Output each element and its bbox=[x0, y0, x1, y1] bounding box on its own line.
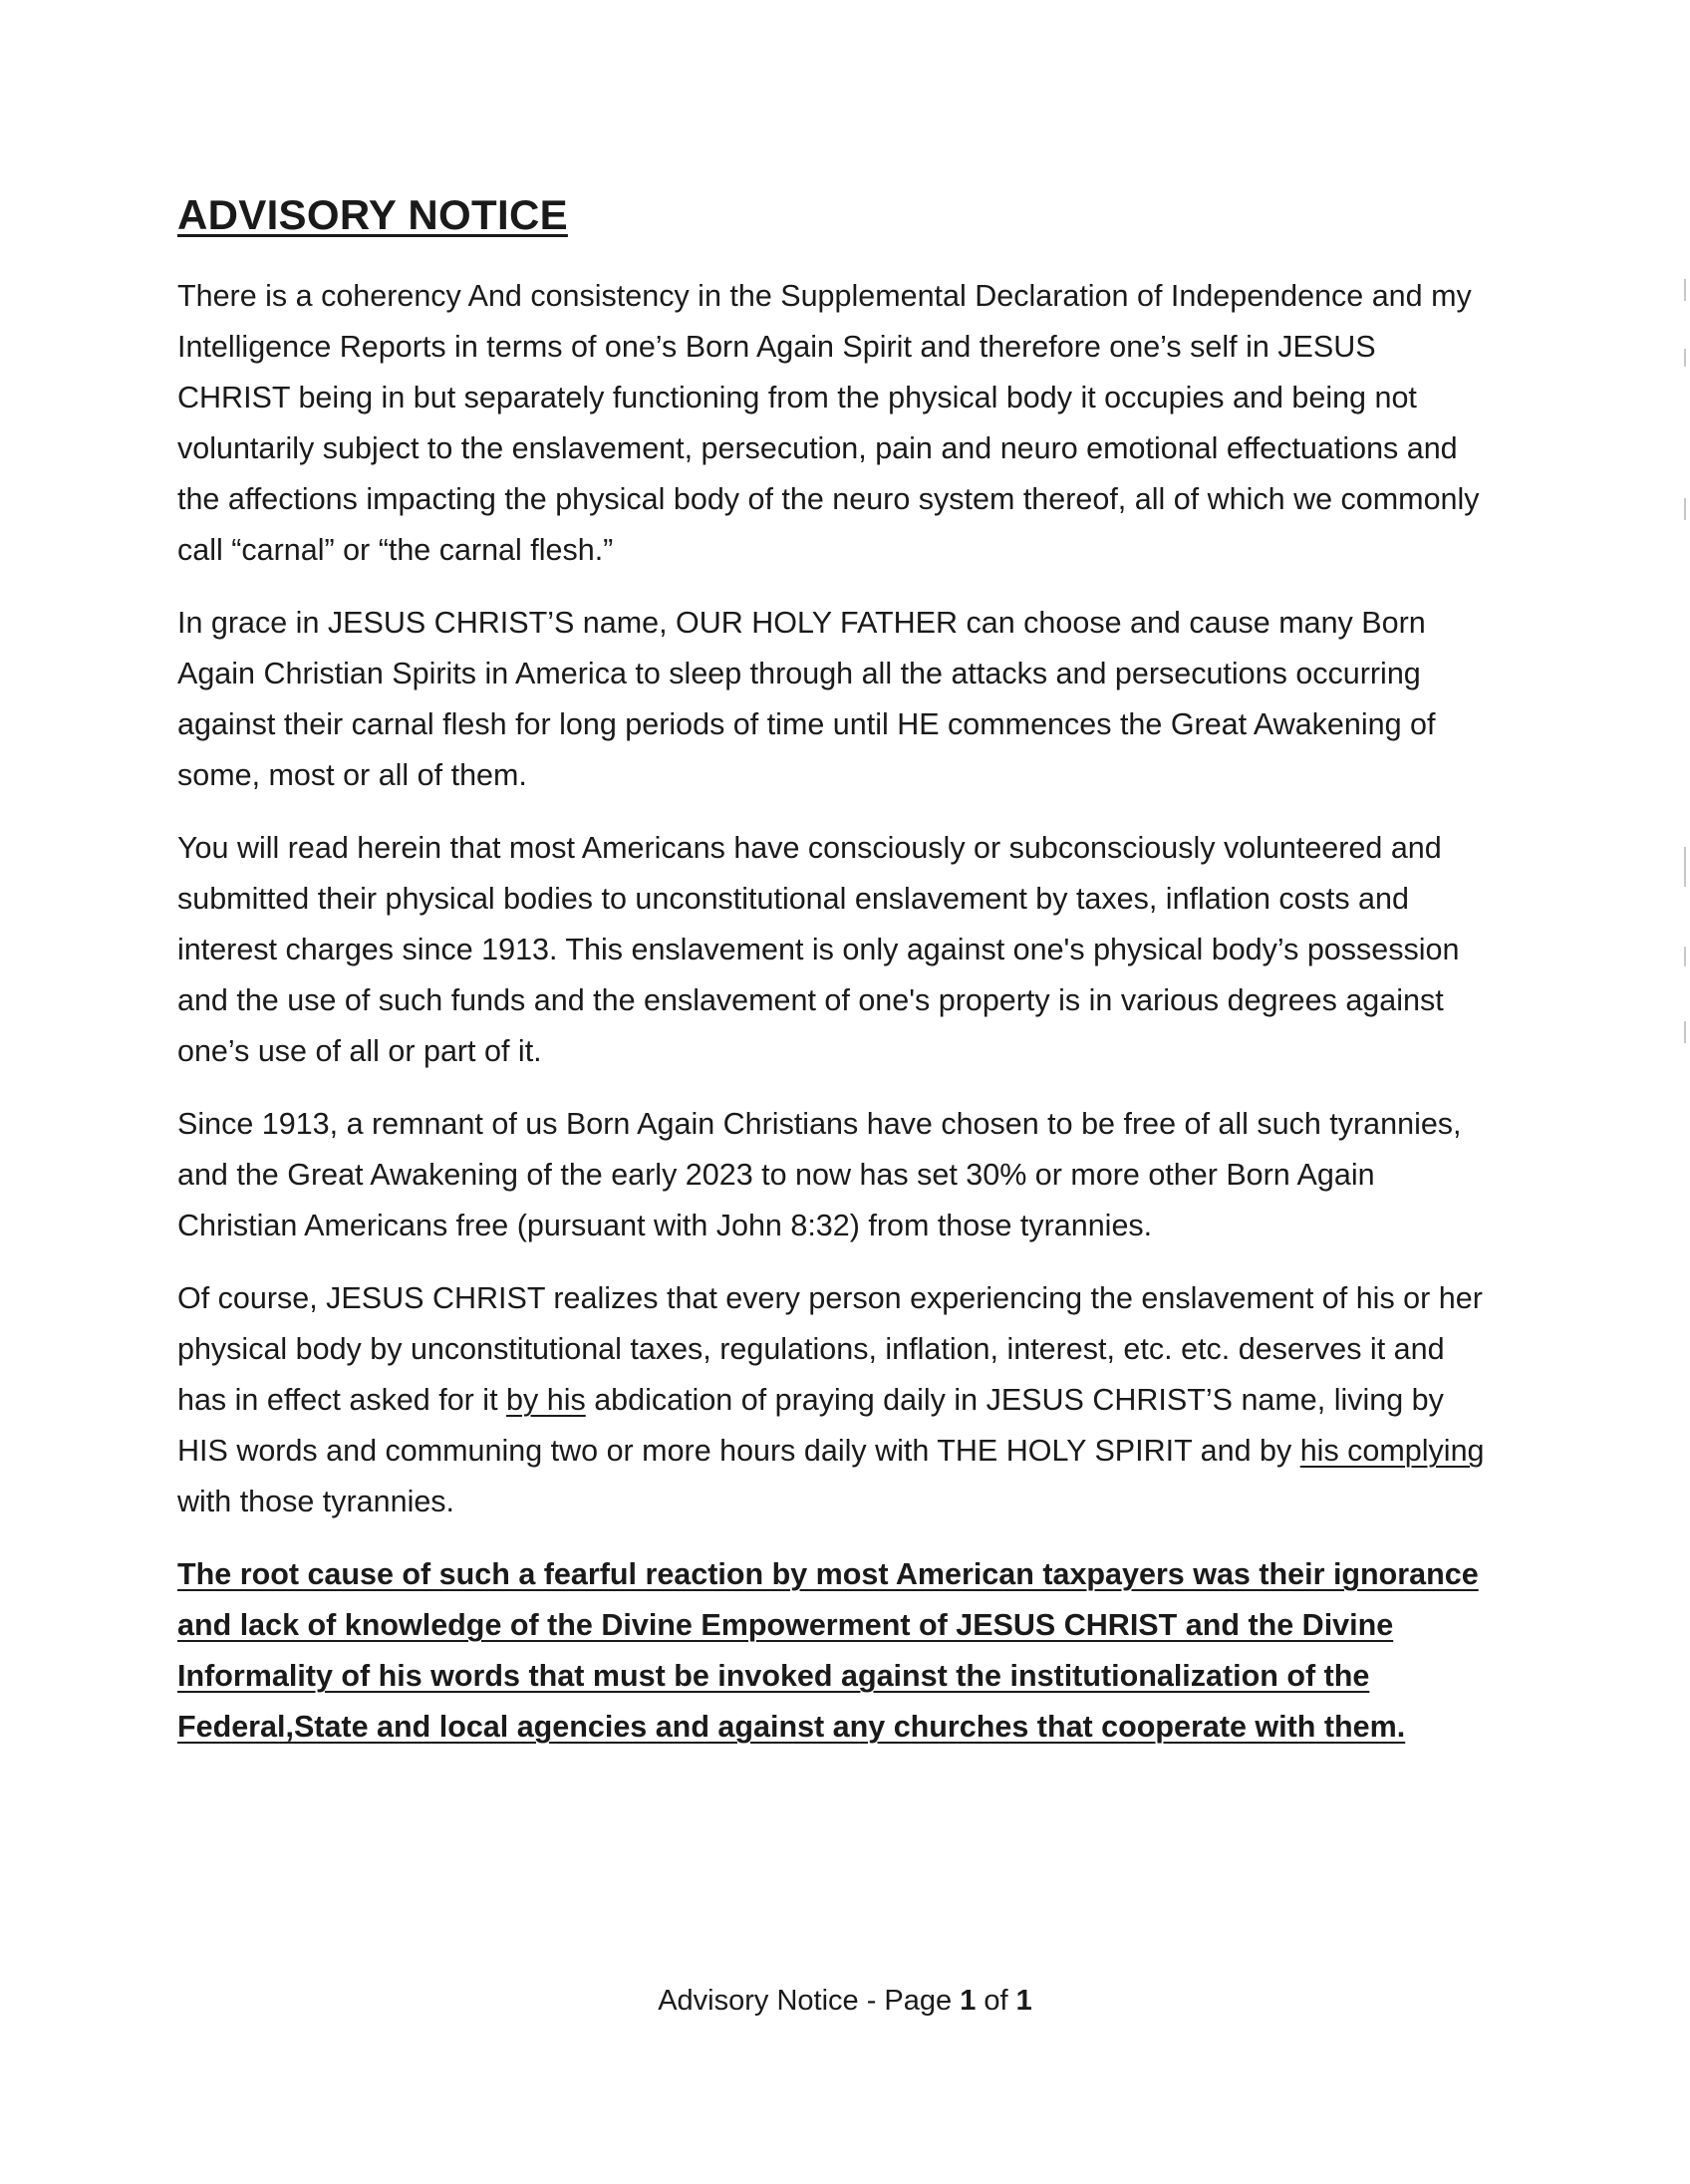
paragraph-5 bbox=[177, 1273, 1493, 1527]
paragraph-5-underline-b: his complying bbox=[1299, 1434, 1485, 1468]
scan-artifact-mark bbox=[1684, 1021, 1686, 1043]
page-footer bbox=[0, 1985, 1690, 2018]
paragraph-5-text-a: Of course, JESUS CHRIST realizes that every person experiencing the enslavement of his or her physical body by unconstitutional taxes, regulations, inflation, interest, etc. etc. deserves it and has in effect asked for it bbox=[177, 1281, 1483, 1417]
footer-label: Advisory Notice - Page bbox=[658, 1985, 961, 2017]
paragraph-2: In grace in JESUS CHRIST’S name, OUR HOLY FATHER can choose and cause many Born Again Christian Spirits in America to sleep through all the attacks and persecutions occurring against their carnal flesh for long periods of time until HE commences the Great Awakening of some, most or all of them. bbox=[177, 606, 1436, 792]
footer-page-number: 1 bbox=[960, 1985, 977, 2017]
scan-artifact-mark bbox=[1684, 349, 1686, 367]
document-body bbox=[177, 189, 1493, 1774]
scan-artifact-mark bbox=[1684, 947, 1686, 966]
scan-artifact-mark bbox=[1684, 847, 1686, 887]
emphasis-paragraph: The root cause of such a fearful reaction by most American taxpayers was their ignorance and lack of knowledge of the Divine Empowerment of JESUS CHRIST and the Divine Informality of his words that must be invoked against the institutionalization of the Federal,State and local agencies and against any churches that cooperate with them. bbox=[177, 1557, 1479, 1744]
paragraph-5-underline-a: by his bbox=[506, 1383, 586, 1417]
paragraph-5-text-b: abdication of praying daily in JESUS CHRIST’S name, living by HIS words and communing two or more hours daily with THE HOLY SPIRIT and by bbox=[177, 1383, 1444, 1468]
footer-page-total: 1 bbox=[1015, 1985, 1032, 2017]
paragraph-5-text-c: with those tyrannies. bbox=[177, 1485, 455, 1518]
scan-artifact-mark bbox=[1684, 498, 1686, 520]
document-title: ADVISORY NOTICE bbox=[177, 191, 568, 238]
paragraph-4: Since 1913, a remnant of us Born Again Christians have chosen to be free of all such tyrannies, and the Great Awakening of the early 2023 to now has set 30% or more other Born Again Christian Americans free (pursuant with John 8:32) from those tyrannies. bbox=[177, 1107, 1462, 1242]
paragraph-3: You will read herein that most Americans have consciously or subconsciously volunteered and submitted their physical bodies to unconstitutional enslavement by taxes, inflation costs and interest charges since 1913. This enslavement is only against one's physical body’s possession and the use of such funds and the enslavement of one's property is in various degrees against one’s use of all or part of it. bbox=[177, 831, 1460, 1068]
scan-artifact-mark bbox=[1684, 279, 1686, 301]
paragraph-1: There is a coherency And consistency in the Supplemental Declaration of Independence and my Intelligence Reports in terms of one’s Born Again Spirit and therefore one’s self in JESUS CHRIST being in but separately functioning from the physical body it occupies and being not voluntarily subject to the enslavement, persecution, pain and neuro emotional effectuations and the affections impacting the physical body of the neuro system thereof, all of which we commonly call “carnal” or “the carnal flesh.” bbox=[177, 279, 1480, 567]
footer-of: of bbox=[976, 1985, 1016, 2017]
